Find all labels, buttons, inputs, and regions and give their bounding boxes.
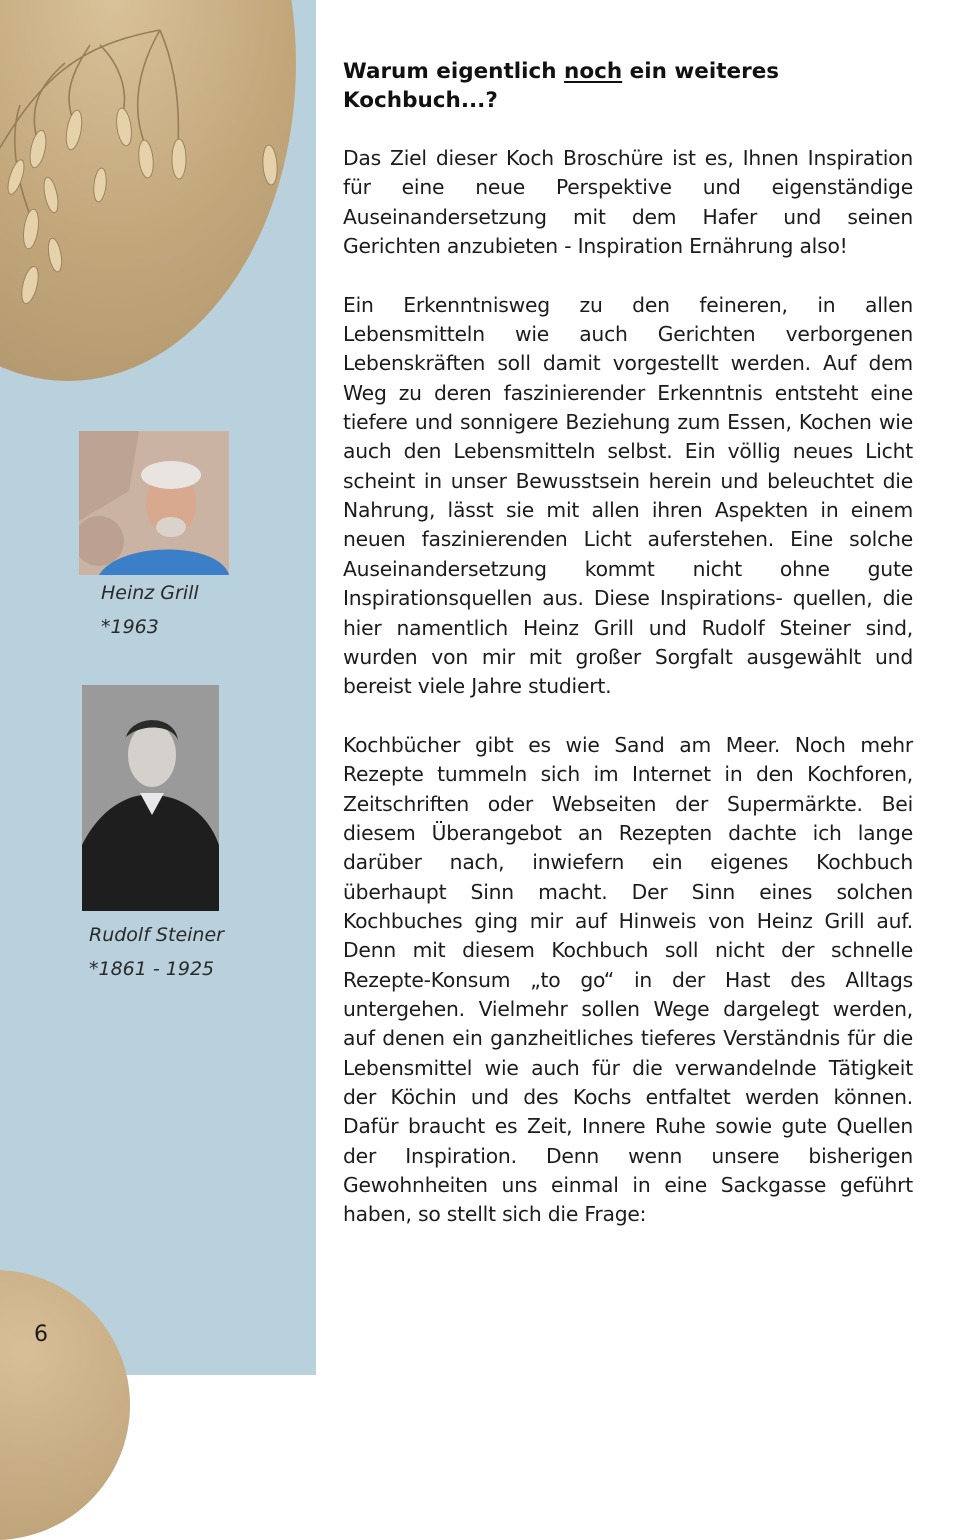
oat-illustration (0, 0, 296, 381)
sidebar-panel (0, 0, 316, 1375)
portrait-dates: *1963 (101, 616, 159, 638)
title-emphasis: noch (564, 59, 623, 84)
portrait-name: Heinz Grill (101, 582, 199, 604)
paragraph: Ein Erkenntnisweg zu den feineren, in allen Lebensmitteln wie auch Gerichten verborgenen Lebenskräften soll damit vorgestellt werden. Auf dem Weg zu deren faszinierender Erkenntnis entsteht eine tiefere und sonnigere Beziehung zum Essen, Kochen wie auch den Lebensmitteln selbst. Ein völlig neues Licht scheint in unser Bewusstsein herein und beleuchtet die Nahrung, lässt sie mit allen ihren Aspekten in einem neuen faszinierenden Licht auferstehen. Eine solche Auseinandersetzung kommt nicht ohne gute Inspirationsquellen aus. Diese Inspirations- quellen, die hier namentlich Heinz Grill und Rudolf Steiner sind, wurden von mir mit großer Sorgfalt ausgewählt und bereist viele Jahre studiert. (343, 292, 913, 699)
main-text (343, 57, 913, 1259)
portrait-dates: *1861 - 1925 (89, 958, 215, 980)
portrait-caption-grill (101, 576, 199, 644)
title-start: Warum eigentlich (343, 59, 565, 84)
page-number: 6 (34, 1322, 48, 1347)
paragraph: Das Ziel dieser Koch Broschüre ist es, Ihnen Inspiration für eine neue Perspektive und eigenständige Auseinandersetzung mit dem Hafer und seinen Gerichten anzubieten - Inspiration Ernährung also! (343, 146, 913, 259)
oat-plant-image (0, 0, 296, 381)
page-title (343, 57, 913, 115)
title-end: ein weiteres Kochbuch...? (343, 59, 780, 113)
portrait-name: Rudolf Steiner (89, 924, 224, 946)
portrait-photo-steiner (82, 685, 219, 911)
decorative-circle (0, 1270, 130, 1540)
portrait-photo-grill (79, 431, 229, 575)
paragraph: Kochbücher gibt es wie Sand am Meer. Noch mehr Rezepte tummeln sich im Internet in den Kochforen, Zeitschriften oder Webseiten der Supermärkte. Bei diesem Überangebot an Rezepten dachte ich lange darüber nach, inwiefern ein eigenes Kochbuch überhaupt Sinn macht. Der Sinn eines solchen Kochbuches ging mir auf Hinweis von Heinz Grill auf. Denn mit diesem Kochbuch soll nicht der schnelle Rezepte-Konsum „to go“ in der Hast des Alltags untergehen. Vielmehr sollen Wege dargelegt werden, auf denen ein ganzheitliches tieferes Verständnis für die Lebensmittel wie auch für die verwandelnde Tätigkeit der Köchin und des Kochs entfaltet werden können. Dafür braucht es Zeit, Innere Ruhe sowie gute Quellen der Inspiration. Denn wenn unsere bisherigen Gewohnheiten uns einmal in eine Sackgasse geführt haben, so stellt sich die Frage: (343, 732, 913, 1227)
portrait-caption-steiner (89, 918, 224, 986)
